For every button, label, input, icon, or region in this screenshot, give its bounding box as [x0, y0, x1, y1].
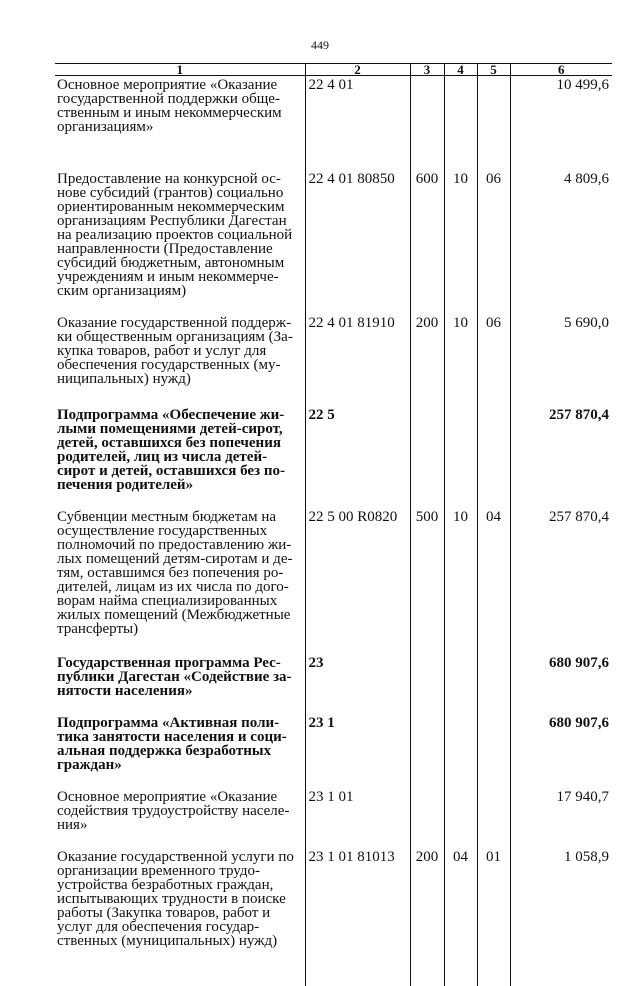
table-row: [55, 654, 612, 714]
row-sum-cell: 680 907,6: [510, 654, 612, 714]
row-vr-cell: [410, 654, 444, 714]
page-number: 449: [311, 38, 329, 52]
column-header: 1: [55, 64, 305, 76]
column-header: 4: [444, 64, 477, 76]
row-rz-cell: 10: [444, 170, 477, 314]
row-code-cell: 23: [305, 654, 410, 714]
row-code-cell: 22 5: [305, 406, 410, 508]
row-name-cell: Субвенции местным бюджетам на осуществление государственных полномочий по предоставлению жи-лых помещений детям-сиротам и де-тям, оставшимся без попечения ро-дителей, лицам из их числа по дого-ворам найма специализированных жилых помещений (Межбюджетные трансферты): [57, 509, 293, 637]
row-rz-cell: [444, 406, 477, 508]
row-sum-cell: 257 870,4: [510, 508, 612, 654]
table-row: [55, 714, 612, 788]
row-name-cell: Подпрограмма «Обеспечение жи-лыми помещениями детей-сирот, детей, оставшихся без попечения родителей, лиц из числа детей-сирот и детей, оставшихся без по-печения родителей»: [57, 407, 285, 493]
row-rz-cell: [444, 714, 477, 788]
row-sum-cell: 4 809,6: [510, 170, 612, 314]
row-pr-cell: [477, 714, 510, 788]
row-name-cell: Предоставление на конкурсной ос-нове субсидий (грантов) социально ориентированным некоммерческим организациям Республики Дагестан на реализацию проектов социальной направленности (Предоставление субсидий бюджетным, автономным учреждениям и иным некоммерче-ским организациям): [57, 171, 293, 299]
row-code-cell: 22 4 01: [305, 76, 410, 171]
row-pr-cell: 01: [477, 848, 510, 986]
row-vr-cell: 200: [410, 848, 444, 986]
table-row: [55, 848, 612, 986]
table-header-row: [55, 64, 612, 76]
row-rz-cell: 10: [444, 314, 477, 406]
row-pr-cell: [477, 406, 510, 508]
row-pr-cell: [477, 76, 510, 171]
table-row: [55, 788, 612, 848]
row-code-cell: 22 5 00 R0820: [305, 508, 410, 654]
table-row: [55, 314, 612, 406]
column-header: 2: [305, 64, 410, 76]
row-pr-cell: 06: [477, 314, 510, 406]
table-row: [55, 76, 612, 171]
row-vr-cell: 500: [410, 508, 444, 654]
row-vr-cell: [410, 406, 444, 508]
row-vr-cell: [410, 76, 444, 171]
column-header: 3: [410, 64, 444, 76]
row-name-cell: Оказание государственной услуги по организации временного трудо-устройства безработных граждан, испытывающих трудности в поиске работы (Закупка товаров, работ и услуг для обеспечения государ-ственных (муниципальных) нужд): [57, 849, 294, 949]
row-name-cell: Основное мероприятие «Оказание государственной поддержки обще-ственным и иным некоммерческим организациям»: [57, 77, 282, 135]
row-vr-cell: [410, 788, 444, 848]
row-rz-cell: [444, 76, 477, 171]
row-pr-cell: [477, 654, 510, 714]
row-code-cell: 23 1 01: [305, 788, 410, 848]
row-name-cell: Оказание государственной поддерж-ки общественным организациям (За-купка товаров, работ и услуг для обеспечения государственных (му-ниципальных) нужд): [57, 315, 293, 387]
row-name-cell: Подпрограмма «Активная поли-тика занятости населения и соци-альная поддержка безработных граждан»: [57, 715, 287, 773]
row-rz-cell: [444, 654, 477, 714]
table-row: [55, 170, 612, 314]
row-sum-cell: 680 907,6: [510, 714, 612, 788]
row-sum-cell: 257 870,4: [510, 406, 612, 508]
table-row: [55, 508, 612, 654]
row-sum-cell: 5 690,0: [510, 314, 612, 406]
row-name-cell: Государственная программа Рес-публики Дагестан «Содействие за-нятости населения»: [57, 655, 292, 699]
column-header: 5: [477, 64, 510, 76]
row-sum-cell: 17 940,7: [510, 788, 612, 848]
row-name-cell: Основное мероприятие «Оказание содействия трудоустройству населе-ния»: [57, 789, 290, 833]
row-code-cell: 23 1 01 81013: [305, 848, 410, 986]
row-vr-cell: 600: [410, 170, 444, 314]
row-rz-cell: [444, 788, 477, 848]
column-header: 6: [510, 64, 612, 76]
row-code-cell: 23 1: [305, 714, 410, 788]
row-vr-cell: 200: [410, 314, 444, 406]
row-rz-cell: 10: [444, 508, 477, 654]
row-code-cell: 22 4 01 80850: [305, 170, 410, 314]
row-pr-cell: [477, 788, 510, 848]
row-vr-cell: [410, 714, 444, 788]
row-code-cell: 22 4 01 81910: [305, 314, 410, 406]
row-rz-cell: 04: [444, 848, 477, 986]
row-pr-cell: 04: [477, 508, 510, 654]
row-pr-cell: 06: [477, 170, 510, 314]
row-sum-cell: 1 058,9: [510, 848, 612, 986]
table-row: [55, 406, 612, 508]
row-sum-cell: 10 499,6: [510, 76, 612, 171]
budget-table: [55, 63, 612, 986]
